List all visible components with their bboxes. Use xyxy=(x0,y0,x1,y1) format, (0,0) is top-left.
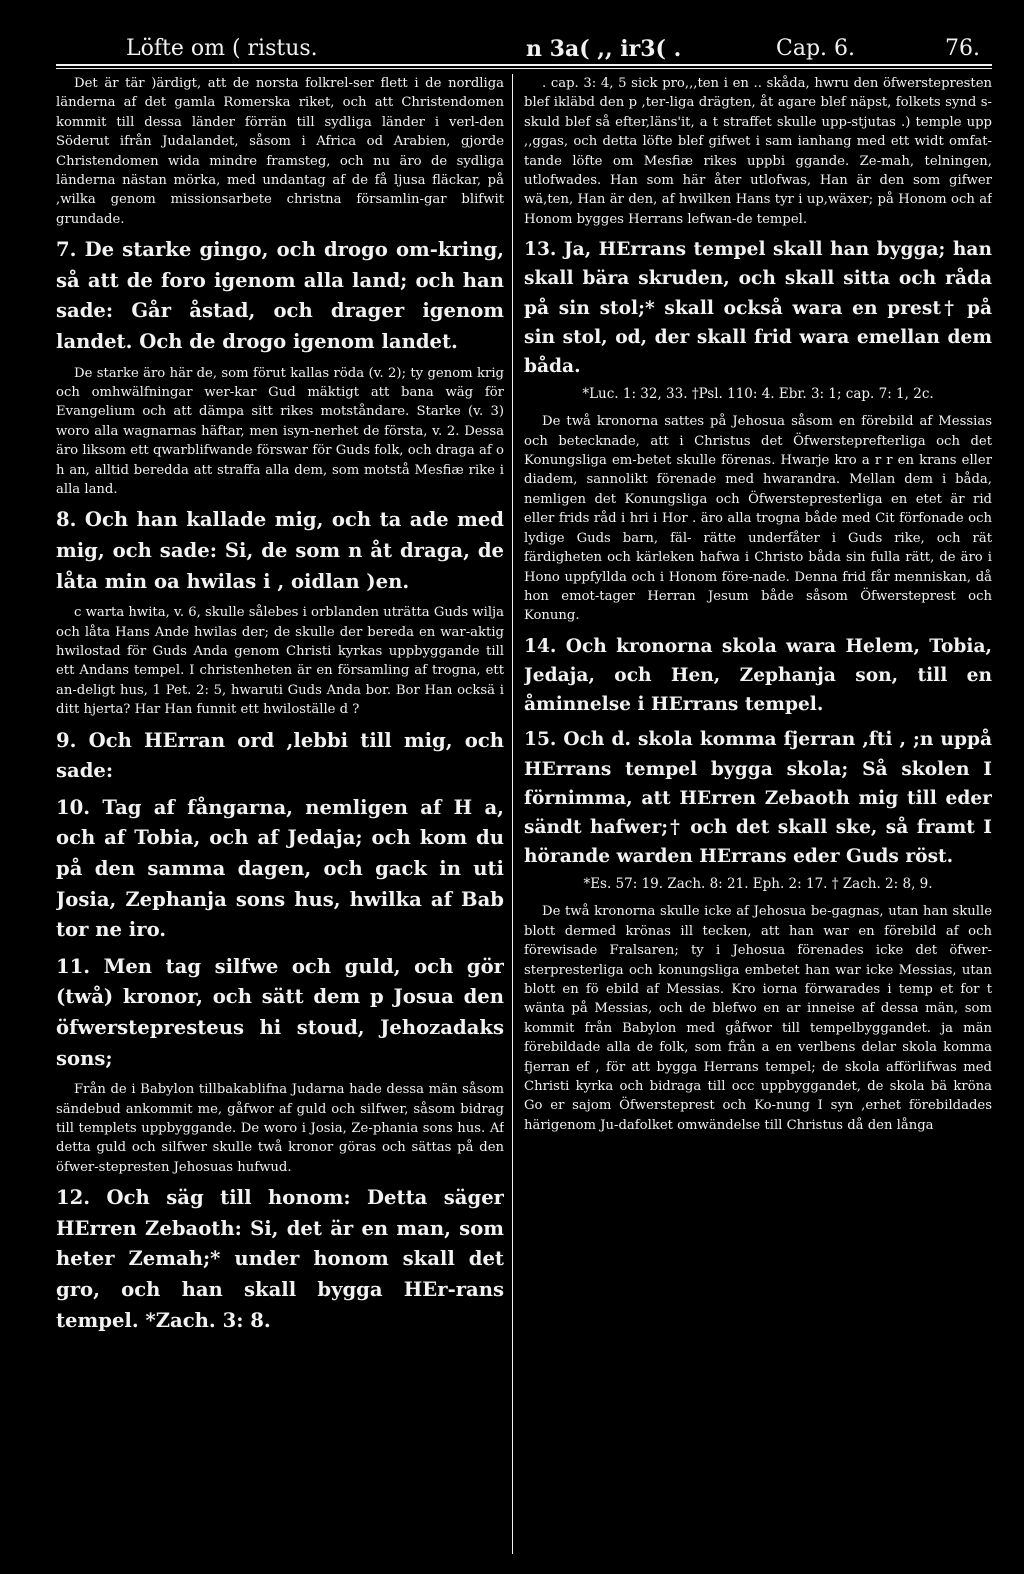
header-title: Löfte om ( ristus. xyxy=(126,36,318,61)
commentary-paragraph: De twå kronorna sattes på Jehosua såsom en förebild af Messias och betecknade, att i Christus det Öfwersteprefterliga och det Konungsliga em-betet skulle förenas. Hwarje kro a r r en krans eller diadem, sannolikt förenade med hwarandra. Mellan dem i båda, nemligen det Konungsliga och Öfwerstepresterliga en etet är rid eller frids råd i hri i Hor . äro alla trogna både med Cit förfonade och lydige Guds barn, fäl- rätte underfåter i Guds rike, och rät färdigheten och kärleken hafwa i Christo båda sin fulla rätt, de äro i Hono uppfyllda och i Honom före-nade. Denna frid får menniskan, då hon emot-tager Herran Jesum både såsom Öfwersteprest och Konung. xyxy=(524,414,992,624)
verse-paragraph: 13. Ja, HErrans tempel skall han bygga; han skall bära skruden, och skall sitta och råda på sin stol;* skall också wara en prest† på sin stol, od, der skall frid wara emellan dem båda. xyxy=(524,239,992,378)
page-number: 76. xyxy=(945,36,980,61)
header-rule-thin xyxy=(56,68,992,69)
commentary-paragraph: Från de i Babylon tillbakablifna Judarna hade dessa män såsom sändebud ankommit me, gåfwor af guld och silfwer, såsom bidrag till templets uppbyggande. De woro i Josia, Ze-phania sons hus. Af detta guld och silfwer skulle twå kronor göras och sättas på den öfwer-stepresten Jehosuas hufwud. xyxy=(56,1082,504,1175)
verse-paragraph: 7. De starke gingo, och drogo om-kring, så att de foro igenom alla land; och han sade: Går åstad, och drager igenom landet. Och de drogo igenom landet. xyxy=(56,238,504,354)
commentary-paragraph: c warta hwita, v. 6, skulle sålebes i orblanden uträtta Guds wilja och låta Hans Ande hwilas der; de skulle der bereda en war-aktig hwilostad för Guds Anda genom Christi kyrkas uppbyggande till ett Andans tempel. I christenheten är en församling af trogna, ett an-deligt hus, 1 Pet. 2: 5, hwaruti Guds Anda bor. Bor Han ocksä i ditt hjerta? Har Han funnit ett hwiloställe d ? xyxy=(56,605,504,718)
commentary-paragraph: Det är tär )ärdigt, att de norsta folkrel-ser flett i de nordliga länderna af det gamla Romerska riket, och att Christendomen kommit till dessa länder förrän till sydliga länder i verl-den Söderut ifrån Judalandet, såsom i Africa od Arabien, gjorde Christendomen wida mindre framsteg, och nu äro de sydliga länderna nästan mörka, med undantag af de få ljusa fläckar, på ,wilka genom missionsarbete christna församlin-gar blifwit grundade. xyxy=(56,76,504,227)
left-column xyxy=(56,74,504,1554)
verse-paragraph: 9. Och HErran ord ,lebbi till mig, och sade: xyxy=(56,728,504,783)
cross-references: *Es. 57: 19. Zach. 8: 21. Eph. 2: 17. † Zach. 2: 8, 9. xyxy=(583,876,933,893)
verse-paragraph: 10. Tag af fångarna, nemligen af H a, och af Tobia, och af Jedaja; och kom du på den samma dagen, och gack in uti Josia, Zephanja sons hus, hwilka af Bab tor ne iro. xyxy=(56,795,504,942)
header-chapter: Cap. 6. xyxy=(776,36,856,61)
column-divider xyxy=(512,74,513,1554)
commentary-paragraph: De twå kronorna skulle icke af Jehosua be-gagnas, utan han skulle blott dermed krönas ill tecken, att han war en förebild af och förewisade Fralsaren; ty i Jehosua förenades icke det öfwer-sterpresterliga och konungsliga embetet han war icke Messias, utan blott en fö ebild af Messias. Kro iorna förwarades i temp et for t wänta på Messias, och de blefwo en ar inneise af dessa män, som kommit från Babylon med gåfwor till tempelbyggandet. ja män förebildade alla de folk, som från a en verlbens delar skola komma fjerran ef , för att bygga Herrans tempel; de skola afförlifwas med Christi kyrka och bidraga till occ uppbyggandet, de skola bä kröna Go er sajom Öfwersteprest och Ko-nung I syn ,erhet förebildades härigenom Ju-dafolket omwändelse till Christus då den långa xyxy=(524,904,992,1133)
cross-references: *Luc. 1: 32, 33. †Psl. 110: 4. Ebr. 3: 1; cap. 7: 1, 2c. xyxy=(582,386,934,403)
verse-paragraph: 14. Och kronorna skola wara Helem, Tobia, Jedaja, och Hen, Zephanja son, till en åminnelse i HErrans tempel. xyxy=(524,635,992,716)
verse-paragraph: 12. Och säg till honom: Detta säger HErren Zebaoth: Si, det är en man, som heter Zemah;* under honom skall det gro, och han skall bygga HEr-rans tempel. *Zach. 3: 8. xyxy=(56,1186,504,1332)
right-column xyxy=(524,74,992,1554)
commentary-paragraph: . cap. 3: 4, 5 sick pro,,,ten i en .. skåda, hwru den öfwerstepresten blef ikläbd den p ,ter-liga drägten, åt agare blef näpst, folkets synd s-skuld blef så efter,läns'it, a t straffet skulle upp-stjutas .) temple upp ,,ggas, och detta löfte blef gifwet i sam ianhang med ett widt omfat-tande löfte om Mesfiæ rikes uppbi ggande. Ze-mah, telningen, utlofwades. Han som här åter utlofwas, Han är den som gifwer wä,ten, Han är den, af hwilken Hans tyr i up,wäxer; på Honom och af Honom bygges Herrans lefwan-de tempel. xyxy=(524,76,992,227)
header-book: n 3a( ,, ir3( . xyxy=(526,36,682,62)
commentary-paragraph: De starke äro här de, som förut kallas röda (v. 2); ty genom krig och omhwälfningar wer-kar Gud mäktigt att bana wäg för Evangelium och att dämpa sitt rikes motståndare. Starke (v. 3) woro alla wagnarnas häftar, men isyn-nerhet de första, v. 2. Dessa äro liksom ett qwarblifwande förswar för Guds folk, och draga af o h an, alltid beredda att straffa alla dem, som motstå Mesfiæ rike i alla land. xyxy=(56,365,504,498)
verse-paragraph: 15. Och d. skola komma fjerran ,fti , ;n uppå HErrans tempel bygga skola; Så skolen I förnimma, att HErren Zebaoth mig till eder sändt hafwer;† och det skall ske, så framt I hörande warden HErrans eder Guds röst. xyxy=(524,729,992,868)
verse-paragraph: 8. Och han kallade mig, och ta ade med mig, och sade: Si, de som n åt draga, de låta min oa hwilas i , oidlan )en. xyxy=(56,508,504,593)
header-rule xyxy=(56,64,992,66)
verse-paragraph: 11. Men tag silfwe och guld, och gör (twå) kronor, och sätt dem p Josua den öfwerstepresteus hi stoud, Jehozadaks sons; xyxy=(56,954,504,1070)
running-header xyxy=(56,28,992,64)
text-columns xyxy=(56,74,992,1554)
